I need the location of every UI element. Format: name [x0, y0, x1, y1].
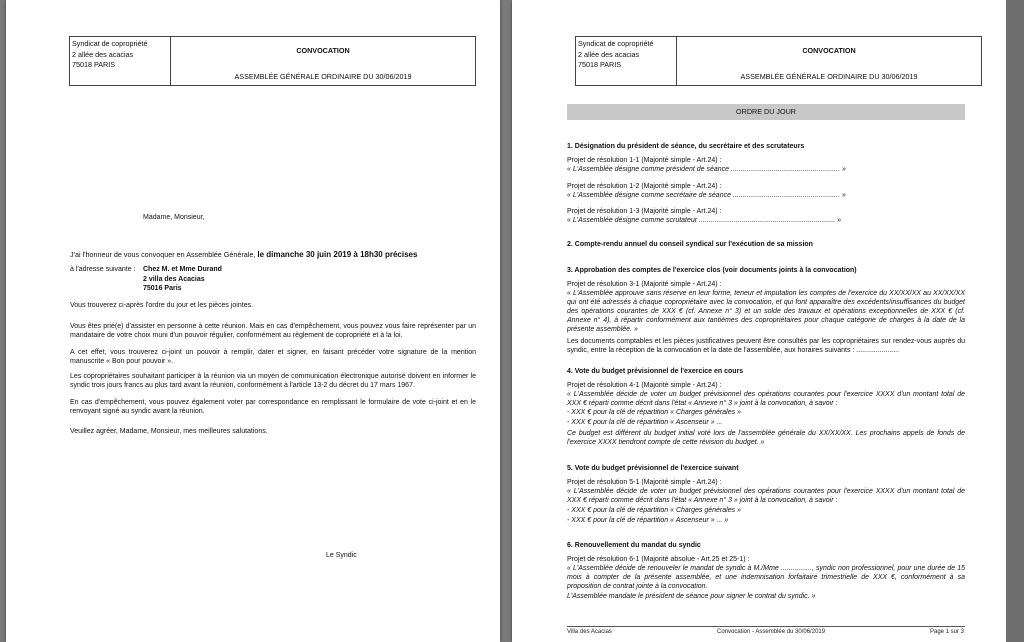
resolution-text: « L'Assemblée décide de voter un budget prévisionnel des opérations courantes pour l'exercice XXXX d'un montant total de XXX € réparti comme décrit dans l'état « Annexe n° 3 » joint à la convocation, à savoir : [567, 488, 965, 504]
paragraph: Les copropriétaires souhaitant participer à la réunion via un moyen de communication électronique autorisé doivent en informer le syndic trois jours francs au plus tard avant la réunion, conformément à l'article 13-2 du décret du 17 mars 1967. [70, 373, 476, 389]
resolution-text: « L'Assemblée désigne comme président de séance ........................................................ » [567, 166, 846, 173]
meeting-address [143, 265, 222, 294]
footer-divider [567, 626, 965, 627]
resolution-text: - XXX € pour la clé de répartition « Ascenseur » ... » [567, 517, 729, 524]
sender-line: 75018 PARIS [578, 60, 622, 69]
document-page-1 [6, 0, 500, 642]
header-subtitle: ASSEMBLÉE GÉNÉRALE ORDINAIRE DU 30/06/2019 [740, 72, 918, 81]
resolution-text: « L'Assemblée décide de voter un budget prévisionnel des opérations courantes pour l'exercice XXXX d'un montant total de XXX € réparti comme décrit dans l'état « Annexe n° 3 » joint à la convocation, à savoir : [567, 391, 965, 407]
paragraph: Vous êtes prié(e) d'assister en personne à cette réunion. Mais en cas d'empêchement, vous pouvez vous faire représenter par un mandataire de votre choix muni d'un pouvoir régulier, conformément au règlement de copropriété et à la loi. [70, 323, 476, 339]
letter-header [575, 36, 982, 86]
footer-left: Villa des Acacias [567, 629, 612, 635]
footer-center: Convocation - Assemblée du 30/06/2019 [717, 629, 826, 635]
resolution-label: Projet de résolution 5-1 (Majorité simple - Art.24) : [567, 479, 722, 486]
paragraph: A cet effet, vous trouverez ci-joint un pouvoir à remplir, dater et signer, en faisant précéder votre signature de la mention manuscrite « Bon pour pouvoir ». [70, 349, 476, 365]
signature: Le Syndic [326, 552, 357, 559]
header-title: CONVOCATION [802, 46, 856, 55]
agenda-section-heading: 4. Vote du budget prévisionnel de l'exercice en cours [567, 368, 744, 375]
resolution-text: - XXX € pour la clé de répartition « Charges générales » [567, 409, 741, 416]
agenda-section-heading: 1. Désignation du président de séance, du secrétaire et des scrutateurs [567, 143, 805, 150]
salutation: Madame, Monsieur, [143, 214, 205, 221]
agenda-section-heading: 5. Vote du budget prévisionnel de l'exercice suivant [567, 465, 739, 472]
resolution-text: - XXX € pour la clé de répartition « Ascenseur » ... [567, 419, 723, 426]
intro-text: J'ai l'honneur de vous convoquer en Assemblée Générale, [70, 250, 256, 259]
resolution-label: Projet de résolution 1-3 (Majorité simple - Art.24) : [567, 208, 722, 215]
resolution-label: Projet de résolution 3-1 (Majorité simple - Art.24) : [567, 281, 722, 288]
resolution-text: L'Assemblée mandate le président de séance pour signer le contrat du syndic. » [567, 593, 816, 600]
document-page-2 [512, 0, 1006, 642]
meeting-date: le dimanche 30 juin 2019 à 18h30 précises [257, 250, 418, 259]
resolution-label: Projet de résolution 6-1 (Majorité absolue - Art.25 et 25-1) : [567, 556, 750, 563]
address-label: à l'adresse suivante : [70, 266, 136, 273]
header-subtitle: ASSEMBLÉE GÉNÉRALE ORDINAIRE DU 30/06/2019 [234, 72, 412, 81]
resolution-label: Projet de résolution 1-1 (Majorité simple - Art.24) : [567, 157, 722, 164]
resolution-label: Projet de résolution 1-2 (Majorité simple - Art.24) : [567, 183, 722, 190]
address-line: 2 villa des Acacias [143, 275, 205, 283]
agenda-section-heading: 6. Renouvellement du mandat du syndic [567, 542, 701, 549]
header-title: CONVOCATION [296, 46, 350, 55]
sender-line: 75018 PARIS [72, 60, 116, 69]
viewer-scrollbar[interactable] [1006, 0, 1024, 642]
closing-paragraph: Veuillez agréer, Madame, Monsieur, mes meilleures salutations. [70, 428, 268, 435]
resolution-label: Projet de résolution 4-1 (Majorité simple - Art.24) : [567, 382, 722, 389]
letter-header [69, 36, 476, 86]
resolution-text: « L'Assemblée désigne comme scrutateur ...................................................................... » [567, 217, 842, 224]
resolution-text: - XXX € pour la clé de répartition « Charges générales » [567, 507, 741, 514]
sender-line: Syndicat de copropriété [578, 39, 654, 48]
resolution-text: Ce budget est différent du budget initial voté lors de l'assemblée générale du XX/XX/XX. Les prochains appels de fonds de l'exercice XXXX tiendront compte de cette révision du budget. » [567, 430, 965, 446]
sender-line: Syndicat de copropriété [72, 39, 148, 48]
resolution-text: « L'Assemblée désigne comme secrétaire de séance ....................................................... » [567, 192, 846, 199]
agenda-section-heading: 2. Compte-rendu annuel du conseil syndical sur l'exécution de sa mission [567, 241, 813, 248]
resolution-text: « L'Assemblée décide de renouveler le mandat de syndic à M./Mme ................, syndic non professionnel, pour une durée de 15 mois à compter de la présente assemblée, et une indemnisation forfaitaire trimestrielle de XXX €, conformément à sa proposition de contrat jointe à la convocation. [567, 565, 965, 590]
paragraph: Vous trouverez ci-après l'ordre du jour et les pièces jointes. [70, 302, 254, 309]
resolution-text: « L'Assemblée approuve sans réserve en leur forme, teneur et imputation les comptes de l'exercice du XX/XX/XX au XX/XX/XX qui ont été adressés à chaque copropriétaire avec la convocation, et qui font apparaître des excédents/insuffisances du budget des opérations courantes de XXX € (cf. Annexe n° 3) et un solde des travaux et opérations exceptionnelles de XXX € (cf. Annexe n° 4), à répartir conformément aux tantièmes des copropriétaires pour chaque catégorie de charges à la date de la présente assemblée. » [567, 290, 965, 333]
sender-address [72, 39, 166, 71]
intro-line [70, 250, 417, 259]
agenda-title: ORDRE DU JOUR [567, 104, 965, 120]
sender-line: 2 allée des acacias [578, 49, 640, 59]
footer-page-number: Page 1 sur 3 [930, 629, 965, 635]
address-line: Chez M. et Mme Durand [143, 266, 222, 273]
agenda-section-heading: 3. Approbation des comptes de l'exercice clos (voir documents joints à la convocation) [567, 267, 857, 274]
sender-address [578, 39, 672, 71]
paragraph: En cas d'empêchement, vous pouvez également voter par correspondance en remplissant le formulaire de vote ci-joint et en le renvoyant signé au syndic avant la réunion. [70, 399, 476, 415]
paragraph: Les documents comptables et les pièces justificatives peuvent être consultés par les copropriétaires sur rendez-vous auprès du syndic, entre la réception de la convocation et la date de l'assemblée, aux horaires suivants : ...................... [567, 338, 965, 354]
sender-line: 2 allée des acacias [72, 49, 134, 59]
address-line: 75016 Paris [143, 285, 182, 292]
